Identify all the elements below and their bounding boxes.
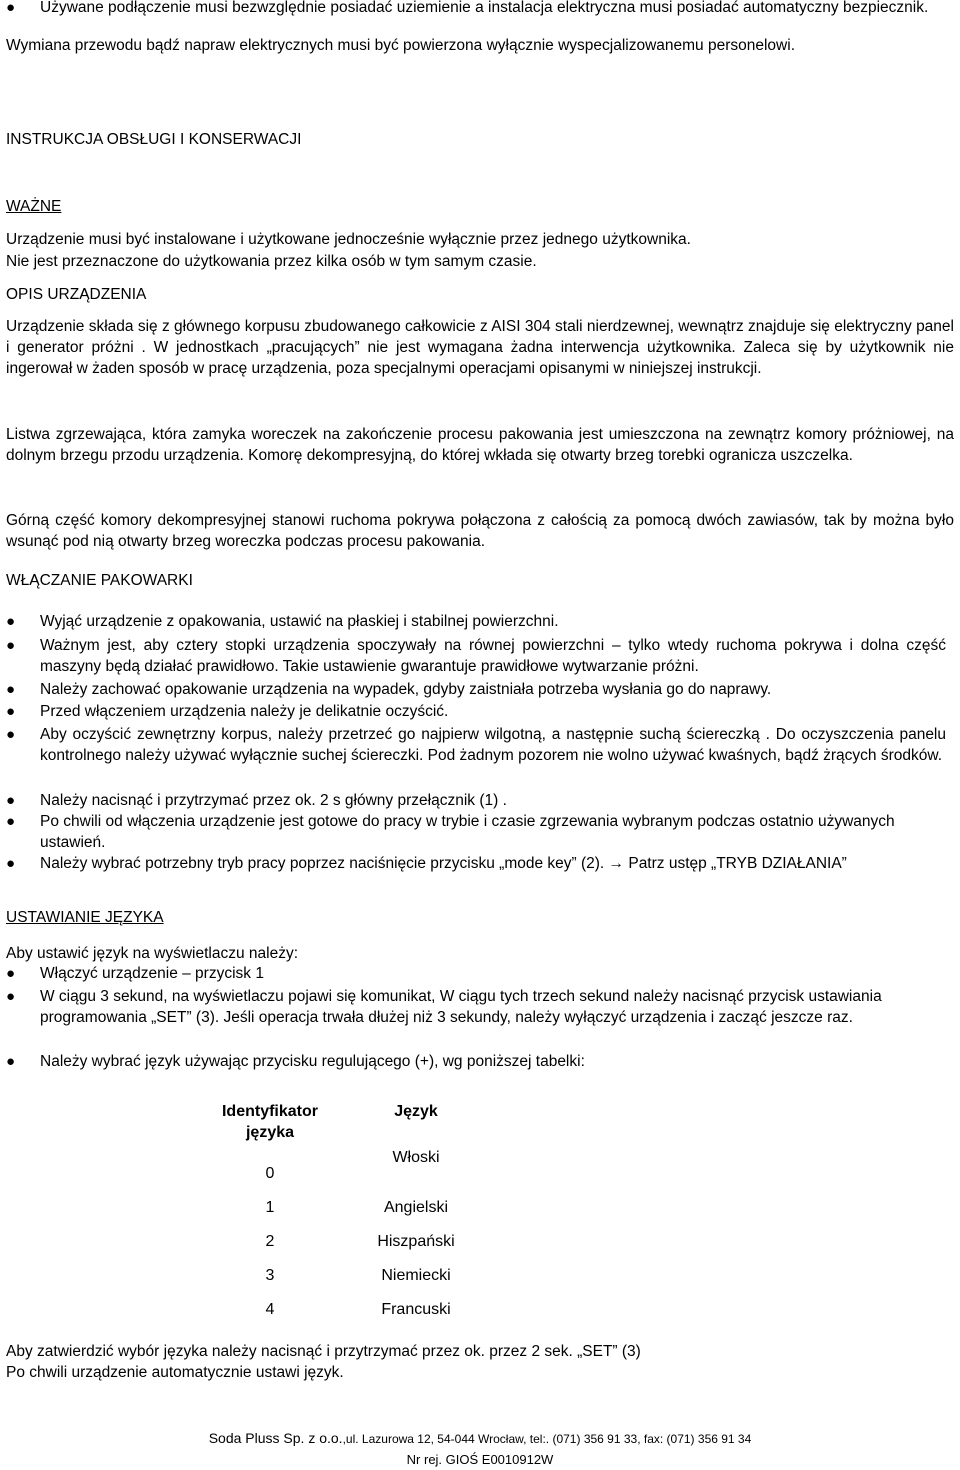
language-table (203, 1101, 495, 1333)
bullet-icon: ● (6, 703, 16, 720)
switch-on-item-text: Aby oczyścić zewnętrzny korpus, należy przetrzeć go najpierw wilgotną, a następnie suchą ściereczką . Do oczyszczenia panelu kontrolnego należy używać wyłącznie suchej ściereczki. Pod żadnym pozorem nie wolno używać kwaśnych, bądź żrących środków. (40, 726, 946, 764)
table-cell-id: 0 (265, 1165, 275, 1182)
switch-on-item (6, 701, 946, 722)
bullet-icon: ● (6, 1053, 16, 1070)
table-header-id: Identyfikator języka (221, 1103, 318, 1141)
switch-on-item (6, 611, 946, 632)
bullet-icon: ● (6, 965, 16, 982)
switch-on-item-text: Należy zachować opakowanie urządzenia na wypadek, gdyby zaistniała potrzeba wysłania go do naprawy. (40, 681, 772, 698)
description-paragraph-2: Listwa zgrzewająca, która zamyka woreczek na zakończenie procesu pakowania jest umieszczona na zewnątrz komory próżniowej, na dolnym brzegu przodu urządzenia. Komorę dekompresyjną, do której wkłada się otwarty brzeg torebki ogranicza uszczelka. (6, 426, 954, 464)
switch-on-item-text: Po chwili od włączenia urządzenie jest gotowe do pracy w trybie i czasie zgrzewania wybranym podczas ostatnio używanych ustawień. (40, 813, 895, 851)
important-line-2: Nie jest przeznaczone do użytkowania przez kilka osób w tym samym czasie. (6, 253, 537, 270)
language-item-text: Należy wybrać język używając przycisku regulującego (+), wg poniższej tabelki: (40, 1053, 585, 1070)
language-item (6, 963, 946, 984)
language-item-text: Włączyć urządzenie – przycisk 1 (40, 965, 264, 982)
switch-on-item-text: Ważnym jest, aby cztery stopki urządzenia spoczywały na równej powierzchni – tylko wtedy ruchoma pokrywa i dolna część maszyny będą działać prawidłowo. Takie ustawienie gwarantuje prawidłowe wytwarzanie próżni. (40, 637, 946, 675)
table-cell-id: 2 (265, 1233, 275, 1250)
bullet-icon: ● (6, 681, 16, 698)
table-cell-id: 3 (265, 1267, 275, 1284)
table-cell-id: 4 (265, 1301, 275, 1318)
grounding-requirement: Używane podłączenie musi bezwzględnie posiadać uziemienie a instalacja elektryczna musi posiadać automatyczny bezpiecznik. (40, 0, 929, 16)
table-cell-language: Włoski (392, 1149, 440, 1166)
switch-on-item-text: Należy wybrać potrzebny tryb pracy poprzez naciśnięcie przycisku „mode key” (2). → Patrz ustęp „TRYB DZIAŁANIA” (40, 855, 847, 872)
important-line-1: Urządzenie musi być instalowane i użytkowane jednocześnie wyłącznie przez jednego użytkownika. (6, 231, 691, 248)
important-heading: WAŻNE (6, 198, 62, 215)
language-item (6, 1051, 946, 1072)
bullet-icon: ● (6, 0, 16, 16)
bullet-icon: ● (6, 726, 16, 743)
description-paragraph-3: Górną część komory dekompresyjnej stanowi ruchoma pokrywa połączona z całością za pomocą dwóch zawiasów, tak by można było wsunąć pod nią otwarty brzeg woreczka podczas procesu pakowania. (6, 512, 954, 550)
table-cell-language: Niemiecki (381, 1267, 451, 1284)
switch-on-item-text: Wyjąć urządzenie z opakowania, ustawić na płaskiej i stabilnej powierzchni. (40, 613, 559, 630)
language-item-text: W ciągu 3 sekund, na wyświetlaczu pojawi się komunikat, W ciągu tych trzech sekund należy nacisnąć przycisk ustawiania programowania „SET” (3). Jeśli operacja trwała dłużej niż 3 sekundy, należy wyłączyć urządzenia i zacząć jeszcze raz. (40, 988, 882, 1026)
description-p1-part-a: Urządzenie składa się z głównego korpusu zbudowanego całkowicie z AISI 304 stali nierdzewnej, wewnątrz znajduje się elektryczny panel i generator próżni . W jednostkach „pracujących” nie jest wymagana żadna interwencja użytkownika. (6, 318, 954, 356)
switch-on-item (6, 679, 946, 700)
language-item (6, 986, 946, 1028)
switch-on-heading: WŁĄCZANIE PAKOWARKI (6, 572, 193, 589)
table-cell-language: Angielski (383, 1199, 449, 1216)
bullet-icon: ● (6, 792, 16, 809)
confirm-line-2: Po chwili urządzenie automatycznie ustawi język. (6, 1364, 344, 1381)
switch-on-item-text: Przed włączeniem urządzenia należy je delikatnie oczyścić. (40, 703, 449, 720)
footer-company: Soda Pluss Sp. z o.o. (208, 1430, 343, 1446)
table-cell-id: 1 (265, 1199, 275, 1216)
footer-address (0, 1428, 960, 1450)
switch-on-item-text: Należy nacisnąć i przytrzymać przez ok. 2 s główny przełącznik (1) . (40, 792, 507, 809)
description-p1-part-b: Zaleca się by użytkownik nie ingerował w żaden sposób w pracę urządzenia, poza specjalnymi operacjami opisanymi w niniejszej instrukcji. (6, 339, 954, 377)
bullet-icon: ● (6, 988, 16, 1005)
language-heading: USTAWIANIE JĘZYKA (6, 909, 164, 926)
replacement-note: Wymiana przewodu bądź napraw elektrycznych musi być powierzona wyłącznie wyspecjalizowanemu personelowi. (6, 37, 795, 54)
description-paragraph-1 (6, 316, 954, 379)
language-intro: Aby ustawić język na wyświetlaczu należy: (6, 945, 299, 962)
instructions-title: INSTRUKCJA OBSŁUGI I KONSERWACJI (6, 131, 302, 148)
confirm-line-1: Aby zatwierdzić wybór języka należy nacisnąć i przytrzymać przez ok. przez 2 sek. „SET” (3) (6, 1343, 641, 1360)
switch-on-item (6, 853, 946, 874)
switch-on-item (6, 790, 946, 811)
table-cell-language: Francuski (381, 1301, 451, 1318)
switch-on-item (6, 635, 946, 677)
bullet-icon: ● (6, 813, 16, 830)
table-cell-language: Hiszpański (377, 1233, 455, 1250)
warning-bullet (6, 0, 946, 18)
bullet-icon: ● (6, 637, 16, 654)
bullet-icon: ● (6, 613, 16, 630)
bullet-icon: ● (6, 855, 16, 872)
switch-on-item (6, 811, 946, 853)
table-header-language: Język (394, 1103, 438, 1120)
footer-registration: Nr rej. GIOŚ E0010912W (406, 1452, 554, 1467)
switch-on-item (6, 724, 946, 766)
footer-contact: ,ul. Lazurowa 12, 54-044 Wrocław, tel:. (071) 356 91 33, fax: (071) 356 91 34 (342, 1432, 752, 1446)
description-heading: OPIS URZĄDZENIA (6, 286, 147, 303)
